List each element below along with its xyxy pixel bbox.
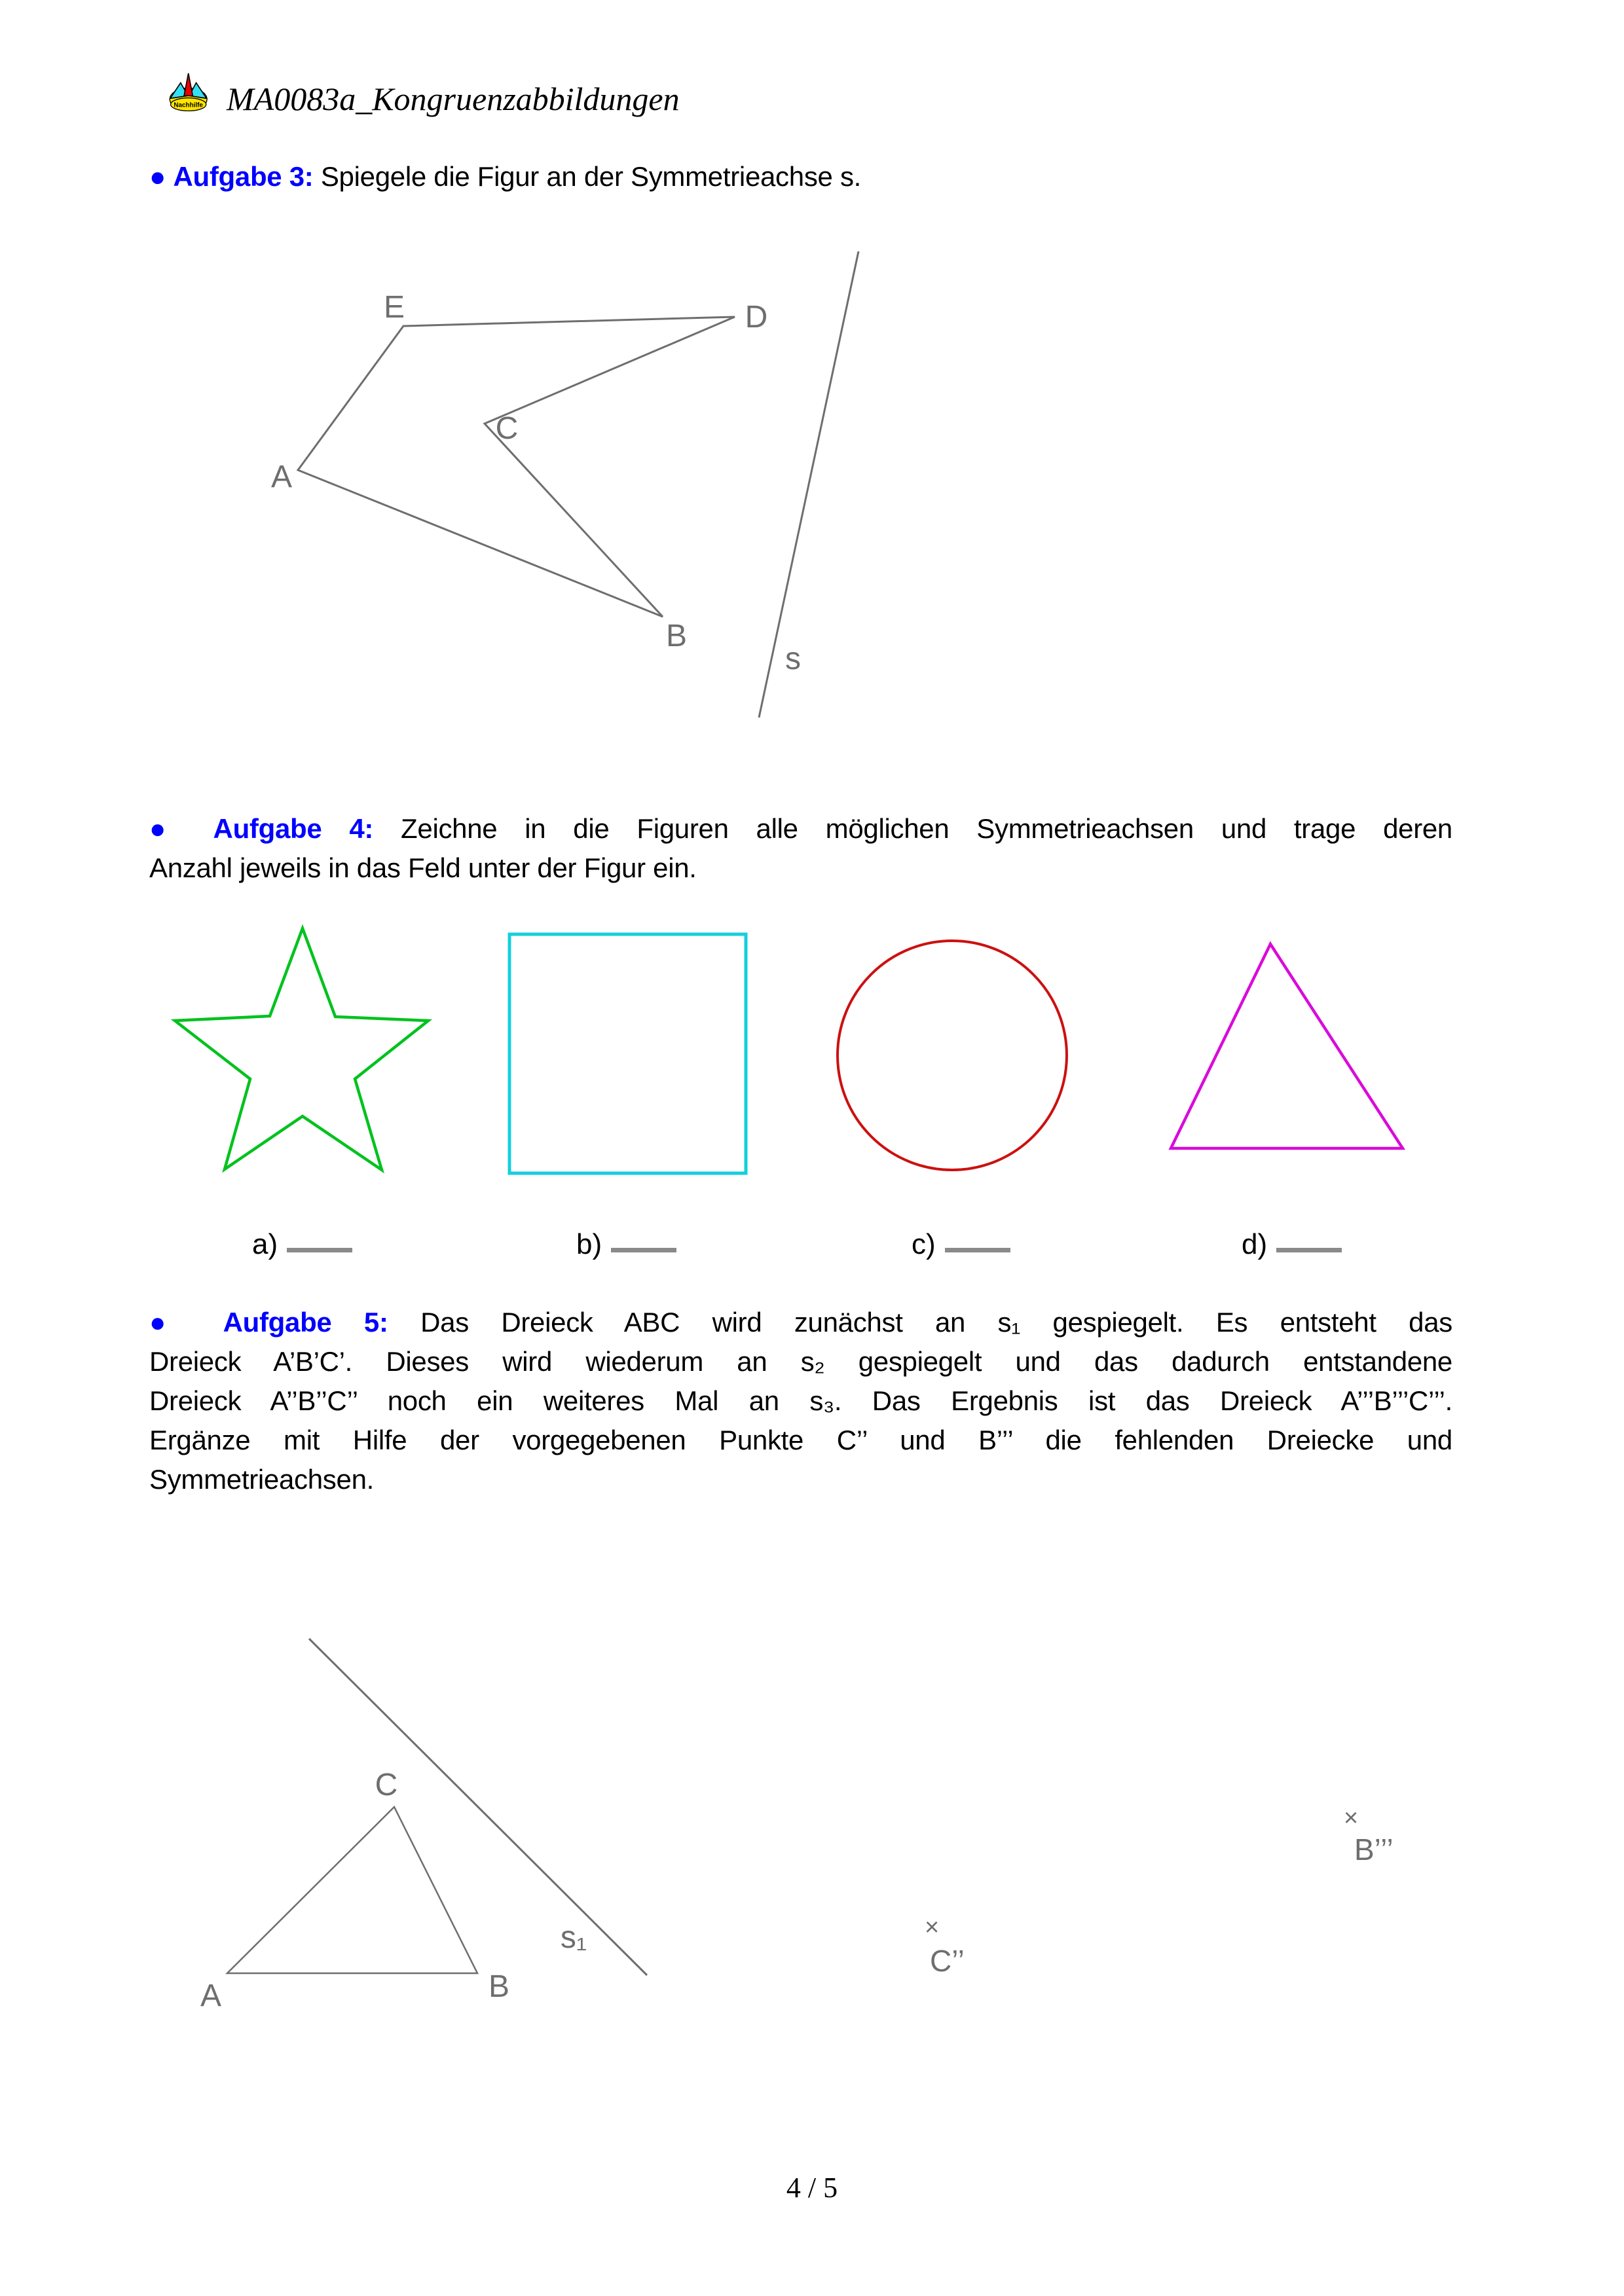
aufgabe4-label: Aufgabe 4:: [213, 813, 374, 844]
nachhilfe-logo-icon: [168, 71, 211, 114]
aufgabe5-line5: Symmetrieachsen.: [149, 1464, 374, 1495]
answer-field-b: [576, 1228, 676, 1261]
aufgabe3-label: Aufgabe 3:: [173, 161, 314, 192]
aufgabe4-shapes: [149, 917, 1475, 1195]
nachhilfe-logo: [168, 71, 211, 114]
aufgabe4-line1: [149, 809, 1452, 848]
point-label-C2: C’’: [930, 1944, 965, 1978]
star-shape: [175, 928, 428, 1170]
aufgabe4-text-line2: Anzahl jeweils in das Feld unter der Figur ein.: [149, 852, 697, 883]
vertex-label-B: B: [488, 1969, 510, 2004]
answer-label-d: d): [1242, 1228, 1268, 1260]
square-shape: [509, 934, 746, 1173]
aufgabe5-line1: [149, 1303, 1452, 1342]
aufgabe5-line3: Dreieck A’’B’’C’’ noch ein weiteres Mal an s₃. Das Ergebnis ist das Dreieck A’’’B’’’C’’’.: [149, 1385, 1452, 1416]
aufgabe4-heading: [149, 809, 1452, 888]
triangle-ABC: [227, 1807, 477, 1973]
vertex-label-A: A: [270, 460, 293, 494]
answer-field-d: [1242, 1228, 1342, 1261]
vertex-label-A: A: [200, 1978, 222, 2013]
axis-label-s: s: [785, 642, 801, 676]
mirror-axis-s1: [309, 1639, 647, 1975]
point-mark-B3: ×: [1344, 1804, 1359, 1832]
answer-blank-c: [945, 1248, 1010, 1252]
answer-label-a: a): [252, 1228, 278, 1260]
page-number: 4 / 5: [786, 2172, 838, 2204]
answer-field-c: [912, 1228, 1010, 1261]
triangle-shape: [1171, 944, 1403, 1148]
vertex-label-C: C: [375, 1768, 398, 1802]
aufgabe4-bullet: ●: [149, 813, 186, 844]
aufgabe5-figure-svg: [164, 1591, 688, 2049]
logo-text: Nachhilfe: [174, 101, 203, 109]
aufgabe4-text-line1: Zeichne in die Figuren alle möglichen Symmetrieachsen und trage deren: [401, 813, 1452, 844]
vertex-label-D: D: [745, 300, 768, 335]
vertex-label-B: B: [665, 619, 688, 653]
answer-label-b: b): [576, 1228, 602, 1260]
aufgabe5-paragraph: [149, 1303, 1452, 1499]
aufgabe4-shapes-svg: [149, 917, 1475, 1192]
aufgabe5-figure: [164, 1591, 688, 2052]
aufgabe5-label: Aufgabe 5:: [223, 1307, 388, 1338]
aufgabe5-text-line1: Das Dreieck ABC wird zunächst an s₁ gespiegelt. Es entsteht das: [420, 1307, 1452, 1338]
answer-blank-d: [1276, 1248, 1342, 1252]
answer-field-a: [252, 1228, 352, 1261]
mirror-axis-s: [759, 251, 858, 718]
aufgabe3-figure-svg: [229, 236, 917, 759]
point-mark-C2: ×: [925, 1914, 940, 1941]
answer-blank-b: [611, 1248, 676, 1252]
aufgabe5-bullet: ●: [149, 1307, 191, 1338]
aufgabe3-heading: [149, 157, 1452, 196]
aufgabe5-line2: Dreieck A’B’C’. Dieses wird wiederum an s₂ gespiegelt und das dadurch entstandene: [149, 1346, 1452, 1377]
polygon-ABCDE: [298, 317, 735, 617]
vertex-label-C: C: [495, 411, 519, 446]
aufgabe3-bullet: ●: [149, 161, 166, 192]
answer-label-c: c): [912, 1228, 936, 1260]
answer-blank-a: [287, 1248, 352, 1252]
aufgabe3-text: Spiegele die Figur an der Symmetrieachse s.: [320, 161, 862, 192]
vertex-label-E: E: [383, 290, 405, 325]
axis-label-s1: s₁: [560, 1920, 587, 1955]
aufgabe3-figure: [229, 236, 917, 763]
point-label-B3: B’’’: [1354, 1832, 1393, 1867]
circle-shape: [838, 941, 1067, 1170]
aufgabe5-line4: Ergänze mit Hilfe der vorgegebenen Punkte C’’ und B’’’ die fehlenden Dreiecke und: [149, 1425, 1452, 1455]
document-title: MA0083a_Kongruenzabbildungen: [227, 81, 680, 117]
